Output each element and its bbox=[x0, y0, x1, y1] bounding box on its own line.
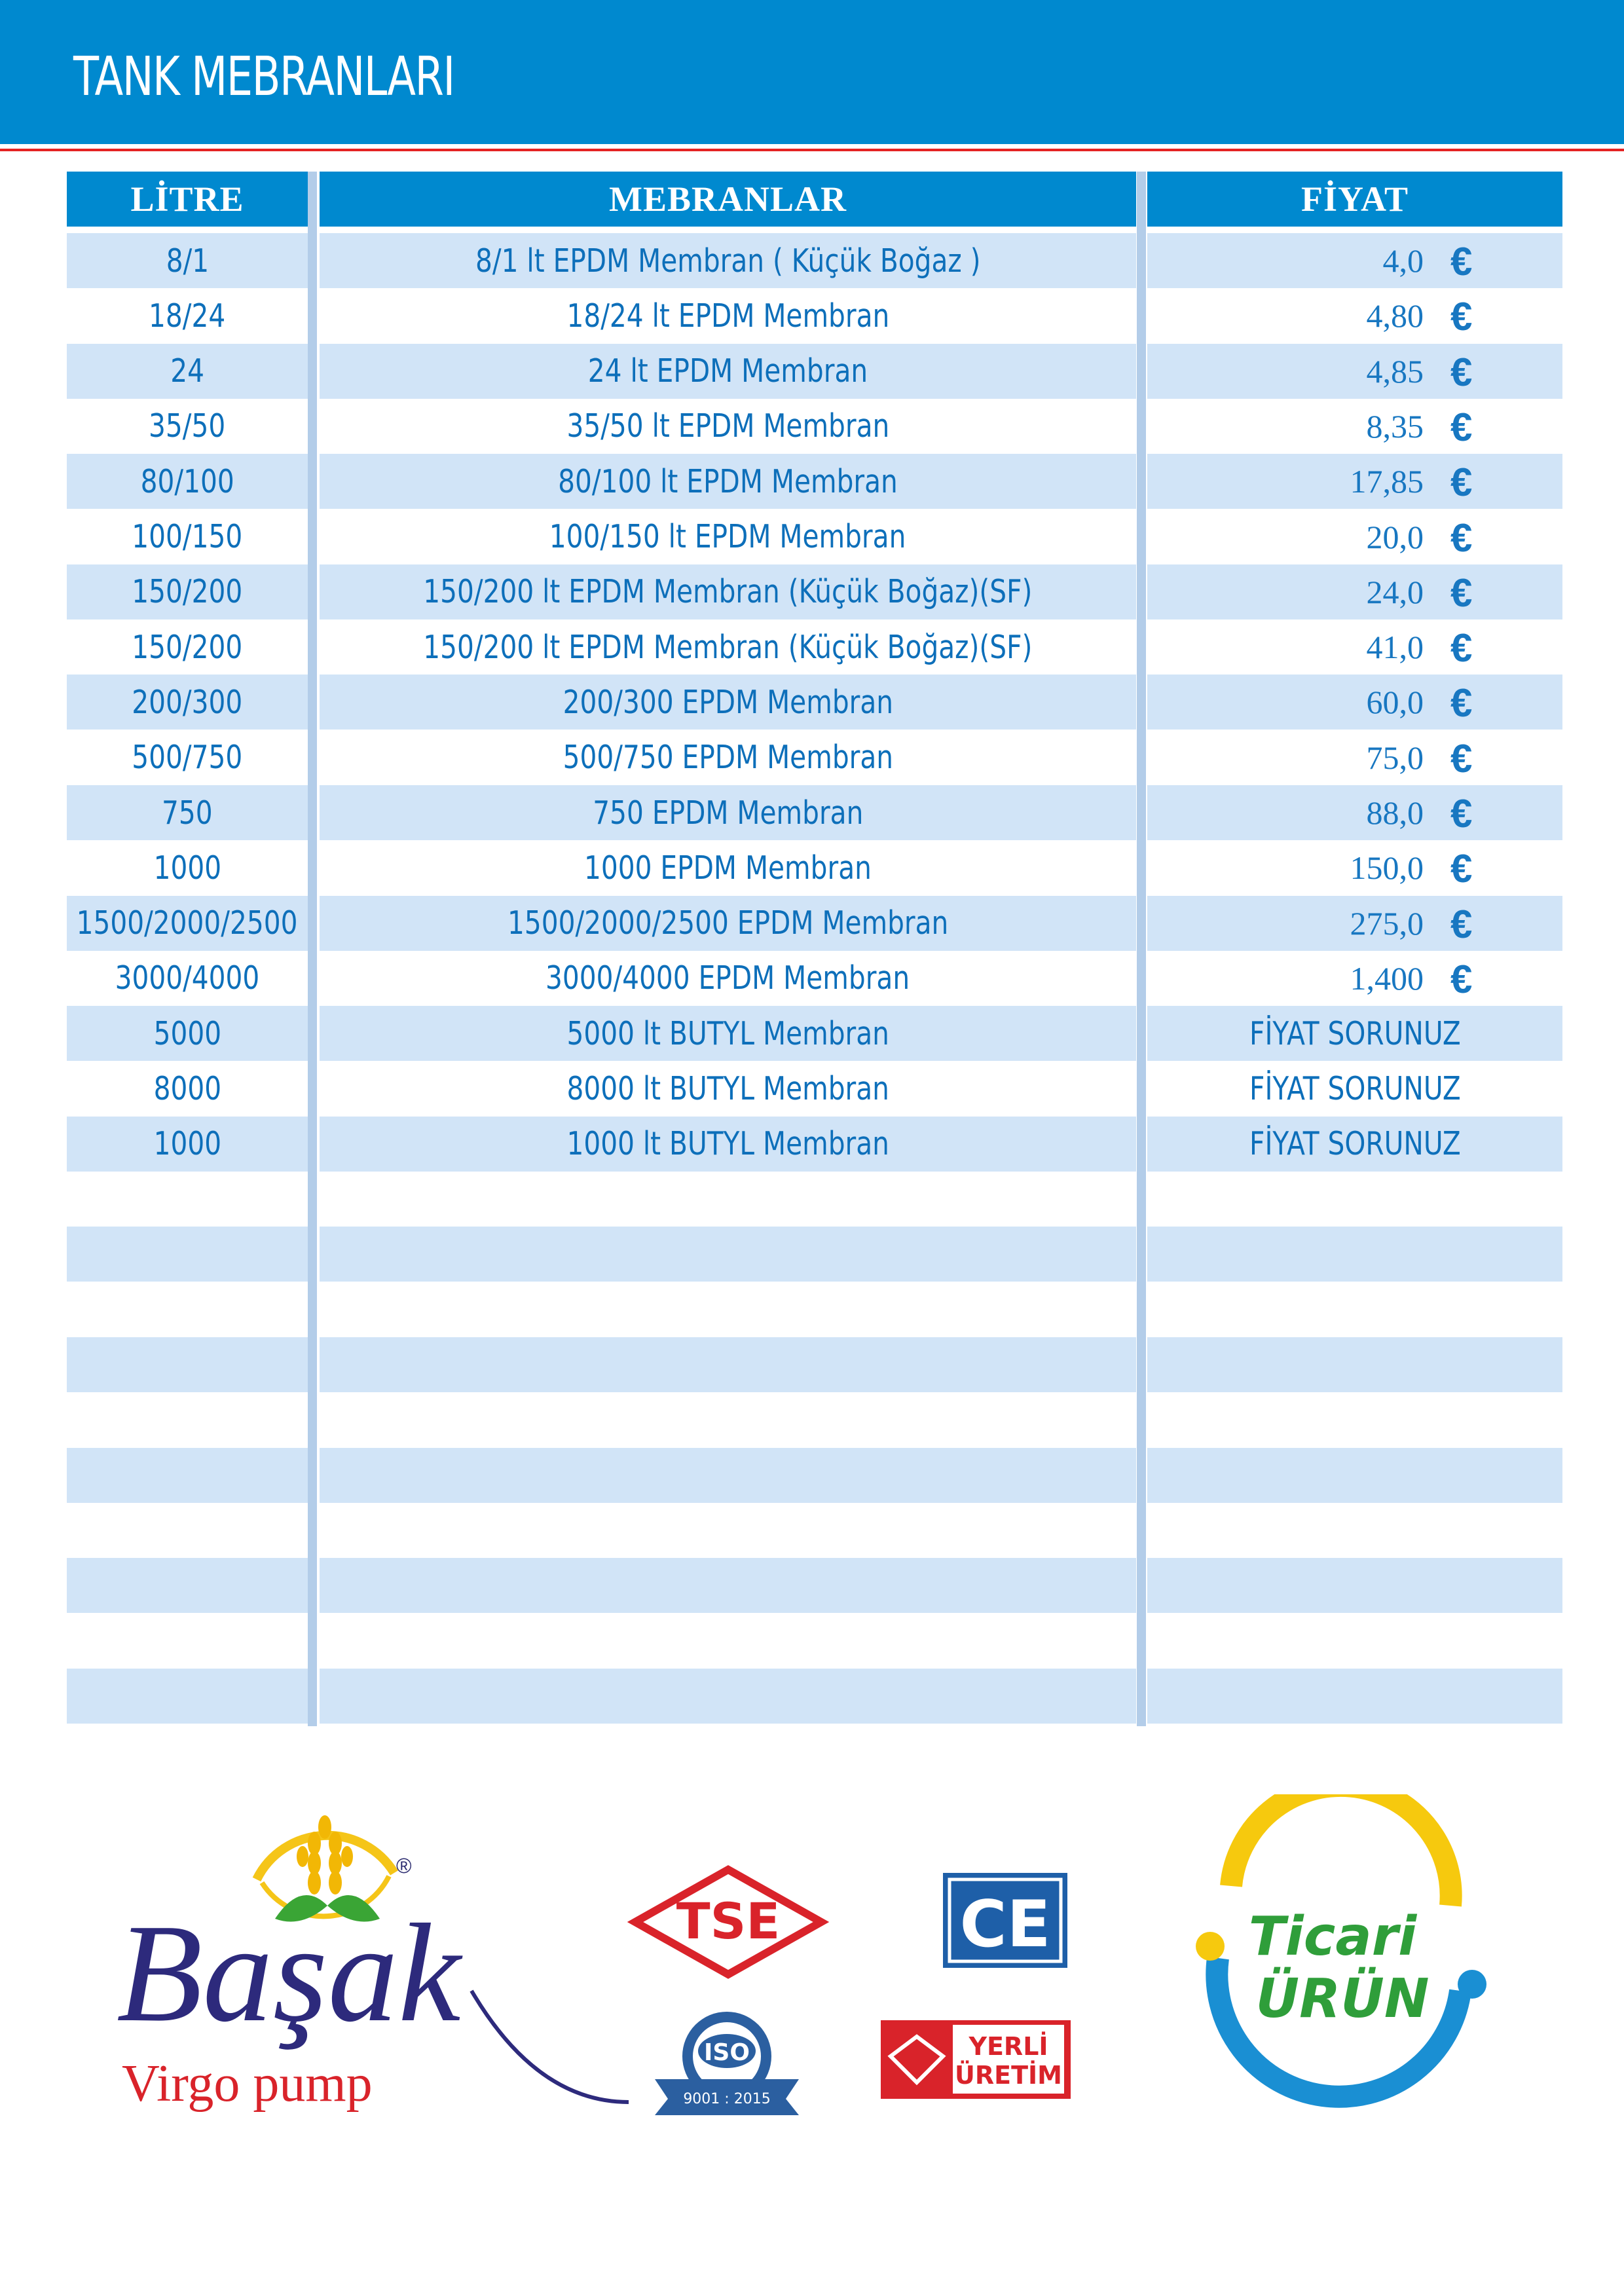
empty-table-row bbox=[67, 1172, 1562, 1227]
membrane-name-cell bbox=[320, 454, 1136, 509]
price-table bbox=[67, 172, 1562, 1726]
basak-wordmark: Başak bbox=[117, 1895, 461, 2051]
membrane-name-cell bbox=[320, 1282, 1136, 1337]
tse-logo bbox=[635, 1870, 821, 1974]
litre-text: 35/50 bbox=[149, 407, 226, 445]
price-cell bbox=[1147, 619, 1562, 675]
ticari-line1: Ticari bbox=[1248, 1906, 1417, 1968]
price-cell bbox=[1147, 785, 1562, 840]
membrane-name-text: 24 lt EPDM Membran bbox=[587, 352, 868, 390]
litre-text: 18/24 bbox=[149, 297, 226, 335]
litre-cell bbox=[67, 1392, 308, 1447]
price-cell bbox=[1147, 1117, 1562, 1172]
price-cell bbox=[1147, 344, 1562, 399]
header-bar bbox=[0, 0, 1624, 144]
price-value: 60,0 bbox=[1366, 684, 1424, 721]
yerli-uretim-logo bbox=[881, 2020, 1071, 2099]
litre-cell bbox=[67, 1669, 308, 1724]
litre-text: 200/300 bbox=[132, 683, 243, 721]
column-header-mebranlar: MEBRANLAR bbox=[320, 172, 1136, 227]
membrane-name-cell bbox=[320, 730, 1136, 785]
column-header-fiyat: FİYAT bbox=[1147, 172, 1562, 227]
price-value: 4,85 bbox=[1366, 352, 1424, 390]
table-row bbox=[67, 233, 1562, 288]
price-value: 275,0 bbox=[1350, 904, 1424, 942]
euro-icon: € bbox=[1450, 515, 1473, 560]
litre-cell bbox=[67, 233, 308, 288]
price-ask bbox=[1147, 1070, 1562, 1107]
price-cell bbox=[1147, 399, 1562, 454]
membrane-name-text: 8000 lt BUTYL Membran bbox=[566, 1070, 889, 1107]
litre-cell bbox=[67, 1117, 308, 1172]
basak-tagline: Virgo pump bbox=[122, 2055, 373, 2113]
litre-cell bbox=[67, 785, 308, 840]
membrane-name-cell bbox=[320, 288, 1136, 343]
litre-cell bbox=[67, 896, 308, 951]
membrane-name-cell bbox=[320, 399, 1136, 454]
euro-icon: € bbox=[1450, 626, 1473, 671]
litre-cell bbox=[67, 730, 308, 785]
membrane-name-cell bbox=[320, 564, 1136, 619]
membrane-name-text: 200/300 EPDM Membran bbox=[563, 683, 893, 721]
ce-label: CE bbox=[959, 1887, 1051, 1962]
price-cell bbox=[1147, 675, 1562, 730]
membrane-name-cell bbox=[320, 1337, 1136, 1392]
empty-table-row bbox=[67, 1282, 1562, 1337]
membrane-name-cell bbox=[320, 840, 1136, 895]
litre-text: 5000 bbox=[153, 1014, 221, 1052]
litre-text: 1000 bbox=[153, 849, 221, 887]
price-value: 88,0 bbox=[1366, 794, 1424, 831]
price-value: 8,35 bbox=[1366, 407, 1424, 445]
price-cell bbox=[1147, 840, 1562, 895]
membrane-name-text: 5000 lt BUTYL Membran bbox=[566, 1014, 889, 1052]
litre-cell bbox=[67, 1558, 308, 1613]
page-title: TANK MEBRANLARI bbox=[73, 46, 454, 108]
price-cell bbox=[1147, 951, 1562, 1006]
price-cell bbox=[1147, 1614, 1562, 1669]
euro-icon: € bbox=[1450, 681, 1473, 726]
litre-text: 24 bbox=[170, 352, 204, 390]
litre-cell bbox=[67, 951, 308, 1006]
price-cell bbox=[1147, 1006, 1562, 1061]
empty-table-row bbox=[67, 1392, 1562, 1447]
price-value: 4,0 bbox=[1382, 242, 1424, 279]
price-ask bbox=[1147, 1015, 1562, 1052]
table-row bbox=[67, 675, 1562, 730]
empty-table-row bbox=[67, 1337, 1562, 1392]
membrane-name-cell bbox=[320, 1503, 1136, 1558]
table-row bbox=[67, 1006, 1562, 1061]
price-cell bbox=[1147, 896, 1562, 951]
membrane-name-text: 8/1 lt EPDM Membran ( Küçük Boğaz ) bbox=[475, 242, 981, 280]
litre-text: 150/200 bbox=[132, 628, 243, 666]
price-ask-text: FİYAT SORUNUZ bbox=[1249, 1014, 1461, 1052]
price-value: 75,0 bbox=[1366, 739, 1424, 776]
membrane-name-cell bbox=[320, 1227, 1136, 1282]
euro-icon: € bbox=[1450, 350, 1473, 394]
membrane-name-cell bbox=[320, 1448, 1136, 1503]
litre-cell bbox=[67, 619, 308, 675]
litre-cell bbox=[67, 1448, 308, 1503]
litre-cell bbox=[67, 288, 308, 343]
table-row bbox=[67, 454, 1562, 509]
membrane-name-text: 80/100 lt EPDM Membran bbox=[558, 462, 898, 500]
membrane-name-text: 150/200 lt EPDM Membran (Küçük Boğaz)(SF) bbox=[423, 628, 1033, 666]
price-cell bbox=[1147, 1392, 1562, 1447]
membrane-name-text: 1000 EPDM Membran bbox=[584, 849, 872, 887]
price-cell bbox=[1147, 1669, 1562, 1724]
empty-table-row bbox=[67, 1448, 1562, 1503]
iso-standard: 9001 : 2015 bbox=[683, 2091, 771, 2107]
litre-text: 150/200 bbox=[132, 573, 243, 611]
litre-cell bbox=[67, 675, 308, 730]
price-cell bbox=[1147, 1337, 1562, 1392]
price-cell bbox=[1147, 1172, 1562, 1227]
membrane-name-cell bbox=[320, 1172, 1136, 1227]
litre-cell bbox=[67, 1503, 308, 1558]
membrane-name-cell bbox=[320, 675, 1136, 730]
litre-cell bbox=[67, 509, 308, 564]
litre-cell bbox=[67, 1282, 308, 1337]
membrane-name-cell bbox=[320, 344, 1136, 399]
price-cell bbox=[1147, 454, 1562, 509]
table-row bbox=[67, 730, 1562, 785]
membrane-name-cell bbox=[320, 1392, 1136, 1447]
price-value: 150,0 bbox=[1350, 849, 1424, 887]
ticari-line2: ÜRÜN bbox=[1255, 1968, 1430, 2030]
price-value: 41,0 bbox=[1366, 629, 1424, 666]
litre-text: 3000/4000 bbox=[115, 959, 260, 997]
litre-cell bbox=[67, 1614, 308, 1669]
litre-text: 500/750 bbox=[132, 739, 243, 777]
empty-table-row bbox=[67, 1227, 1562, 1282]
empty-table-row bbox=[67, 1614, 1562, 1669]
membrane-name-cell bbox=[320, 1614, 1136, 1669]
price-value: 20,0 bbox=[1366, 518, 1424, 555]
price-ask-text: FİYAT SORUNUZ bbox=[1249, 1125, 1461, 1163]
litre-cell bbox=[67, 454, 308, 509]
price-cell bbox=[1147, 1558, 1562, 1613]
table-row bbox=[67, 344, 1562, 399]
euro-icon: € bbox=[1450, 460, 1473, 505]
price-value: 17,85 bbox=[1350, 463, 1424, 500]
euro-icon: € bbox=[1450, 736, 1473, 781]
table-row bbox=[67, 785, 1562, 840]
litre-text: 80/100 bbox=[140, 462, 234, 500]
membrane-name-text: 1000 lt BUTYL Membran bbox=[566, 1125, 889, 1163]
column-header-litre: LİTRE bbox=[67, 172, 308, 227]
membrane-name-cell bbox=[320, 1062, 1136, 1117]
litre-cell bbox=[67, 1006, 308, 1061]
membrane-name-text: 35/50 lt EPDM Membran bbox=[566, 407, 889, 445]
price-cell bbox=[1147, 1282, 1562, 1337]
price-cell bbox=[1147, 1503, 1562, 1558]
iso-label: ISO bbox=[704, 2039, 750, 2066]
euro-icon: € bbox=[1450, 240, 1473, 284]
table-row bbox=[67, 840, 1562, 895]
membrane-name-cell bbox=[320, 896, 1136, 951]
litre-text: 100/150 bbox=[132, 518, 243, 555]
litre-cell bbox=[67, 1337, 308, 1392]
table-row bbox=[67, 1062, 1562, 1117]
tse-label: TSE bbox=[676, 1892, 781, 1950]
table-row bbox=[67, 1117, 1562, 1172]
yerli-line2: ÜRETİM bbox=[955, 2061, 1062, 2090]
membrane-name-text: 150/200 lt EPDM Membran (Küçük Boğaz)(SF) bbox=[423, 573, 1033, 611]
membrane-name-cell bbox=[320, 785, 1136, 840]
price-cell bbox=[1147, 1062, 1562, 1117]
ce-logo bbox=[943, 1873, 1067, 1968]
membrane-name-text: 100/150 lt EPDM Membran bbox=[549, 518, 906, 555]
membrane-name-text: 18/24 lt EPDM Membran bbox=[566, 297, 889, 335]
table-row bbox=[67, 951, 1562, 1006]
price-ask-text: FİYAT SORUNUZ bbox=[1249, 1070, 1461, 1107]
litre-cell bbox=[67, 1227, 308, 1282]
price-value: 24,0 bbox=[1366, 573, 1424, 610]
membrane-name-text: 500/750 EPDM Membran bbox=[563, 739, 893, 777]
price-cell bbox=[1147, 564, 1562, 619]
table-row bbox=[67, 288, 1562, 343]
euro-icon: € bbox=[1450, 295, 1473, 339]
membrane-name-text: 1500/2000/2500 EPDM Membran bbox=[507, 904, 949, 942]
euro-icon: € bbox=[1450, 847, 1473, 891]
membrane-name-cell bbox=[320, 1117, 1136, 1172]
litre-cell bbox=[67, 1172, 308, 1227]
price-cell bbox=[1147, 730, 1562, 785]
litre-text: 8000 bbox=[153, 1070, 221, 1107]
membrane-name-cell bbox=[320, 951, 1136, 1006]
euro-icon: € bbox=[1450, 957, 1473, 1001]
litre-cell bbox=[67, 1062, 308, 1117]
litre-cell bbox=[67, 564, 308, 619]
price-cell bbox=[1147, 509, 1562, 564]
membrane-name-text: 3000/4000 EPDM Membran bbox=[545, 959, 910, 997]
litre-cell bbox=[67, 840, 308, 895]
price-ask bbox=[1147, 1125, 1562, 1162]
price-cell bbox=[1147, 233, 1562, 288]
table-row bbox=[67, 399, 1562, 454]
membrane-name-cell bbox=[320, 1006, 1136, 1061]
membrane-name-text: 750 EPDM Membran bbox=[592, 794, 864, 832]
empty-table-row bbox=[67, 1669, 1562, 1724]
yerli-line1: YERLİ bbox=[969, 2032, 1048, 2061]
euro-icon: € bbox=[1450, 570, 1473, 615]
price-cell bbox=[1147, 1227, 1562, 1282]
empty-table-row bbox=[67, 1558, 1562, 1613]
litre-cell bbox=[67, 399, 308, 454]
table-row bbox=[67, 619, 1562, 675]
euro-icon: € bbox=[1450, 405, 1473, 449]
membrane-name-cell bbox=[320, 509, 1136, 564]
empty-table-row bbox=[67, 1503, 1562, 1558]
litre-text: 1500/2000/2500 bbox=[77, 904, 298, 942]
table-row bbox=[67, 564, 1562, 619]
table-row bbox=[67, 509, 1562, 564]
table-row bbox=[67, 896, 1562, 951]
euro-icon: € bbox=[1450, 792, 1473, 836]
price-value: 1,400 bbox=[1350, 959, 1424, 997]
column-divider bbox=[1137, 172, 1146, 1726]
header-divider bbox=[0, 149, 1624, 151]
price-cell bbox=[1147, 288, 1562, 343]
litre-text: 8/1 bbox=[166, 242, 209, 280]
membrane-name-cell bbox=[320, 1669, 1136, 1724]
litre-text: 750 bbox=[162, 794, 213, 832]
litre-text: 1000 bbox=[153, 1125, 221, 1163]
membrane-name-cell bbox=[320, 619, 1136, 675]
iso-seal bbox=[655, 2012, 799, 2115]
membrane-name-cell bbox=[320, 233, 1136, 288]
column-divider bbox=[308, 172, 317, 1726]
registered-mark: ® bbox=[396, 1854, 412, 1877]
euro-icon: € bbox=[1450, 902, 1473, 946]
ticari-urun-logo bbox=[1196, 1794, 1486, 2097]
price-value: 4,80 bbox=[1366, 297, 1424, 335]
membrane-name-cell bbox=[320, 1558, 1136, 1613]
logo-strip bbox=[0, 1794, 1624, 2161]
price-cell bbox=[1147, 1448, 1562, 1503]
basak-logo bbox=[117, 1815, 629, 2113]
litre-cell bbox=[67, 344, 308, 399]
